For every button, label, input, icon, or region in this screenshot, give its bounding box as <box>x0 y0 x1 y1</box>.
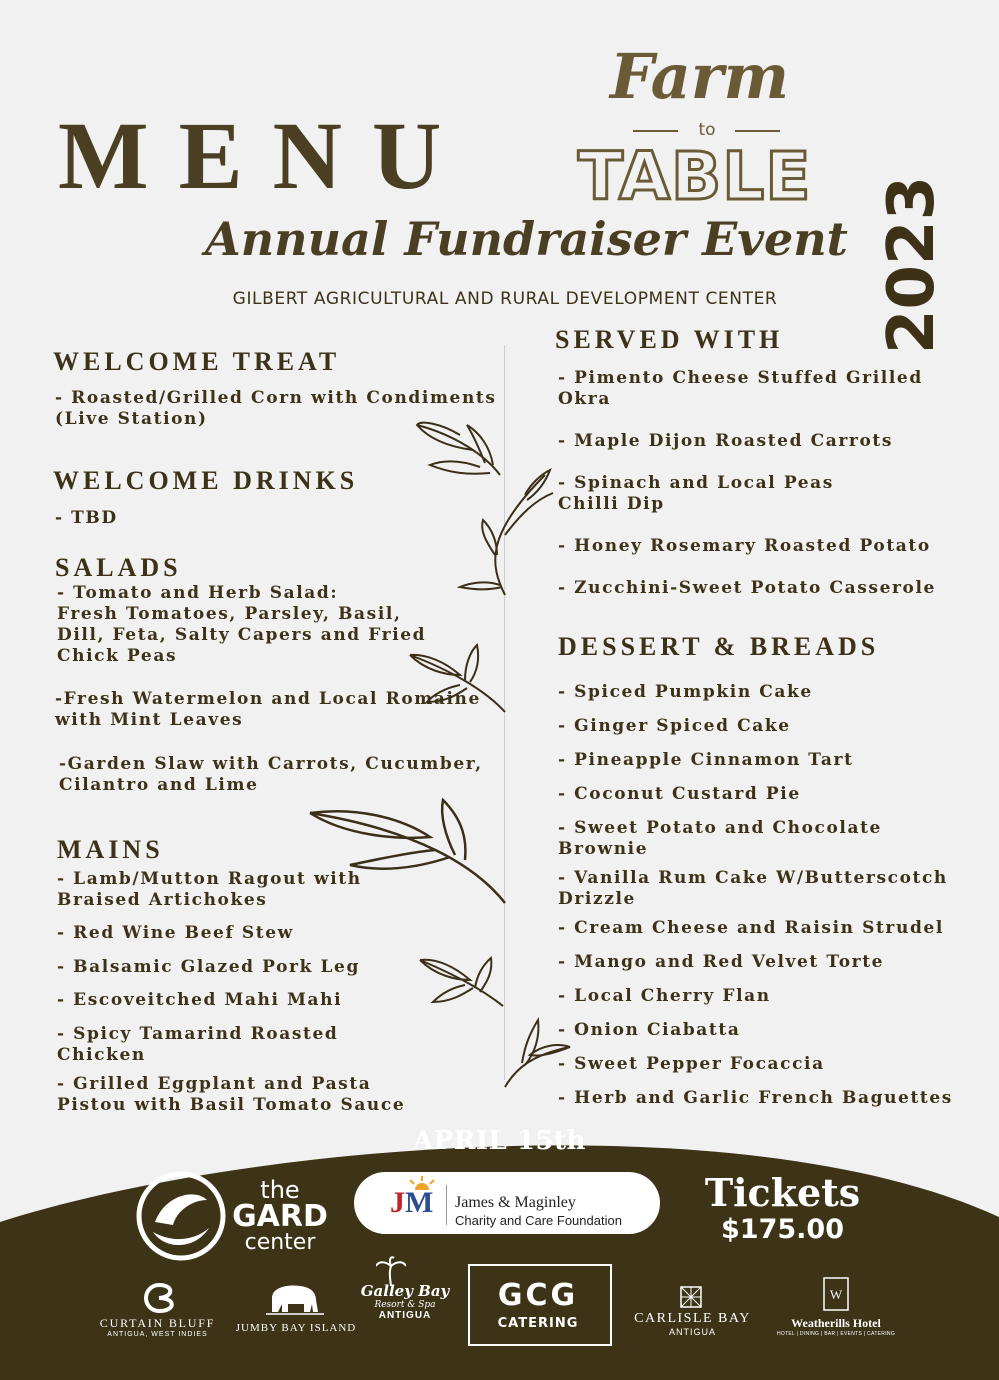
leaf-branch-icon <box>500 1015 575 1090</box>
sponsor-galley-bay: Galley Bay Resort & Spa ANTIGUA <box>360 1282 450 1321</box>
heading-welcome-treat: WELCOME TREAT <box>53 347 341 376</box>
organizer-name: GILBERT AGRICULTURAL AND RURAL DEVELOPMENT CENTER <box>232 289 778 309</box>
elephant-icon <box>266 1282 324 1316</box>
jm-separator <box>446 1185 447 1225</box>
dessert-item: - Sweet Potato and Chocolate Brownie <box>558 818 882 859</box>
year-label: 2023 <box>875 175 949 354</box>
served-with-item: - Spinach and Local Peas Chilli Dip <box>558 473 834 514</box>
event-date: APRIL 15th <box>413 1126 586 1156</box>
salad-item: - Tomato and Herb Salad: Fresh Tomatoes, Parsley, Basil, Dill, Feta, Salty Capers and Fried Chick Peas <box>57 583 427 666</box>
carlisle-bay-logo-icon <box>679 1285 703 1309</box>
served-with-item: - Pimento Cheese Stuffed Grilled Okra <box>558 368 923 409</box>
salad-item: -Garden Slaw with Carrots, Cucumber, Cilantro and Lime <box>59 754 483 795</box>
heading-served-with: SERVED WITH <box>555 325 784 354</box>
weatherills-logo-icon <box>822 1276 850 1312</box>
ticket-price: $175.00 <box>721 1214 844 1245</box>
welcome-drinks-item: - TBD <box>55 508 118 528</box>
curtain-bluff-logo-icon <box>140 1283 178 1313</box>
sponsor-carlisle-bay: CARLISLE BAY ANTIGUA <box>634 1311 751 1337</box>
sponsor-curtain-bluff: CURTAIN BLUFF ANTIGUA, WEST INDIES <box>99 1316 216 1338</box>
mains-item: - Spicy Tamarind Roasted Chicken <box>57 1024 339 1065</box>
dessert-item: - Onion Ciabatta <box>558 1020 741 1040</box>
heading-dessert-breads: DESSERT & BREADS <box>558 632 880 661</box>
served-with-item: - Zucchini-Sweet Potato Casserole <box>558 578 936 598</box>
served-with-item: - Honey Rosemary Roasted Potato <box>558 536 931 556</box>
menu-title: MENU <box>58 102 472 209</box>
heading-welcome-drinks: WELCOME DRINKS <box>53 466 359 495</box>
dessert-item: - Ginger Spiced Cake <box>558 716 791 736</box>
welcome-treat-item: - Roasted/Grilled Corn with Condiments (Live Station) <box>55 388 497 429</box>
gcg-logo: GCG <box>497 1278 579 1313</box>
leaf-branch-icon <box>415 950 505 1010</box>
dessert-item: - Coconut Custard Pie <box>558 784 801 804</box>
dessert-item: - Cream Cheese and Raisin Strudel <box>558 918 944 938</box>
heading-salads: SALADS <box>55 553 182 582</box>
leaf-branch-icon <box>405 640 510 715</box>
jm-foundation-subtitle: Charity and Care Foundation <box>455 1213 622 1228</box>
dessert-item: - Sweet Pepper Focaccia <box>558 1054 825 1074</box>
mains-item: - Red Wine Beef Stew <box>57 923 294 943</box>
dessert-item: - Pineapple Cinnamon Tart <box>558 750 854 770</box>
mains-item: - Balsamic Glazed Pork Leg <box>57 957 360 977</box>
farm-logo-farm: Farm <box>610 40 790 113</box>
svg-text:W: W <box>829 1287 843 1302</box>
gard-center-logo: the GARD center <box>232 1176 328 1255</box>
tickets-label: Tickets <box>704 1170 861 1215</box>
leaf-branch-icon <box>305 795 510 905</box>
mains-item: - Grilled Eggplant and Pasta Pistou with Basil Tomato Sauce <box>57 1074 406 1115</box>
dessert-item: - Vanilla Rum Cake W/Butterscotch Drizzle <box>558 868 948 909</box>
gard-leaf-hand-icon <box>135 1170 227 1262</box>
sponsor-jumby-bay: JUMBY BAY ISLAND <box>235 1322 357 1334</box>
farm-logo-table: TABLE <box>578 138 812 215</box>
jm-foundation-name: James & Maginley <box>455 1194 576 1211</box>
leaf-branch-icon <box>405 415 565 600</box>
farm-logo-to: to <box>698 120 716 140</box>
gcg-catering-label: CATERING <box>497 1316 579 1331</box>
dessert-item: - Spiced Pumpkin Cake <box>558 682 813 702</box>
salad-item: -Fresh Watermelon and Local Romaine with Mint Leaves <box>55 689 481 730</box>
mains-item: - Escoveitched Mahi Mahi <box>57 990 343 1010</box>
served-with-item: - Maple Dijon Roasted Carrots <box>558 431 894 451</box>
sponsor-weatherills-hotel: Weatherills Hotel HOTEL | DINING | BAR | EVENTS | CATERING <box>776 1316 896 1337</box>
dessert-item: - Local Cherry Flan <box>558 986 771 1006</box>
dessert-item: - Mango and Red Velvet Torte <box>558 952 885 972</box>
dessert-item: - Herb and Garlic French Baguettes <box>558 1088 953 1108</box>
mains-item: - Lamb/Mutton Ragout with Braised Artichokes <box>57 869 362 910</box>
jm-logo-mark: JM <box>390 1186 434 1219</box>
heading-mains: MAINS <box>57 835 164 864</box>
event-title: Annual Fundraiser Event <box>205 212 848 266</box>
